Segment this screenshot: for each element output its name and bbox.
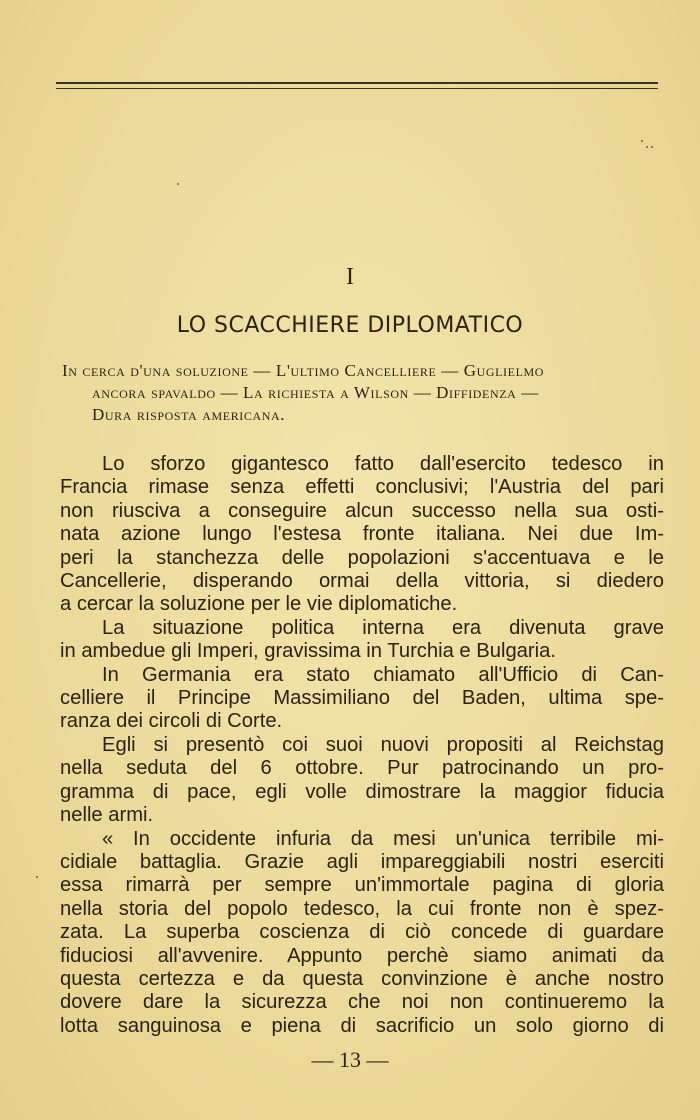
paper-speck: [177, 183, 179, 185]
text-line: La situazione politica interna era divenuta grave: [102, 616, 664, 639]
text-line: Lo sforzo gigantesco fatto dall'esercito tedesco in: [102, 453, 664, 475]
text-line: Francia rimase senza effetti conclusivi; l'Austria del pari: [60, 476, 664, 499]
summary-line: Dura risposta americana.: [92, 405, 286, 424]
header-rule-thin: [56, 88, 658, 89]
text-line: Egli si presentò coi suoi nuovi propositi al Reichstag: [102, 733, 664, 756]
text-line: cidiale battaglia. Grazie agli impareggiabili nostri eserciti: [60, 850, 664, 873]
header-rule-thick: [56, 82, 658, 84]
text-line: nella storia del popolo tedesco, la cui fronte non è spez-: [60, 897, 664, 920]
text-line: nata azione lungo l'estesa fronte italiana. Nei due Im-: [60, 523, 664, 546]
text-line: Cancellerie, disperando ormai della vittoria, si diedero: [60, 570, 664, 593]
text-line: in ambedue gli Imperi, gravissima in Turchia e Bulgaria.: [60, 640, 556, 663]
text-line: nelle armi.: [60, 804, 154, 827]
paper-speck: [36, 876, 38, 878]
paper-speck: [646, 146, 648, 148]
text-line: dovere dare la sicurezza che noi non continueremo la: [60, 991, 664, 1014]
body-text: [60, 453, 664, 1038]
text-line: celliere il Principe Massimiliano del Baden, ultima spe-: [60, 687, 664, 710]
summary-line: ancora spavaldo — La richiesta a Wilson — Diffidenza —: [92, 383, 539, 402]
text-line: « In occidente infuria da mesi un'unica terribile mi-: [102, 827, 664, 850]
text-line: lotta sanguinosa e piena di sacrificio un solo giorno di: [60, 1014, 664, 1037]
text-line: In Germania era stato chiamato all'Ufficio di Can-: [102, 663, 664, 686]
summary-line: In cerca d'una soluzione — L'ultimo Cancelliere — Guglielmo: [62, 361, 545, 380]
text-line: nella seduta del 6 ottobre. Pur patrocinando un pro-: [60, 757, 664, 780]
paper-speck: [651, 146, 653, 148]
text-line: gramma di pace, egli volle dimostrare la maggior fiducia: [60, 780, 664, 803]
paper-speck: [641, 140, 643, 142]
page-number: — 13 —: [311, 1047, 389, 1072]
chapter-summary: [62, 360, 662, 426]
text-line: fiduciosi all'avvenire. Appunto perchè siamo animati da: [60, 944, 664, 967]
chapter-number: I: [346, 264, 354, 290]
text-line: essa rimarrà per sempre un'immortale pagina di gloria: [60, 874, 664, 897]
text-line: zata. La superba coscienza di ciò concede di guardare: [60, 921, 664, 944]
text-line: a cercar la soluzione per le vie diplomatiche.: [60, 593, 458, 616]
text-line: ranza dei circoli di Corte.: [60, 710, 283, 733]
text-line: peri la stanchezza delle popolazioni s'accentuava e le: [60, 546, 664, 569]
text-line: non riusciva a conseguire alcun successo nella sua osti-: [60, 499, 664, 522]
text-line: questa certezza e da questa convinzione è anche nostro: [60, 967, 664, 990]
chapter-title: LO SCACCHIERE DIPLOMATICO: [176, 313, 524, 338]
